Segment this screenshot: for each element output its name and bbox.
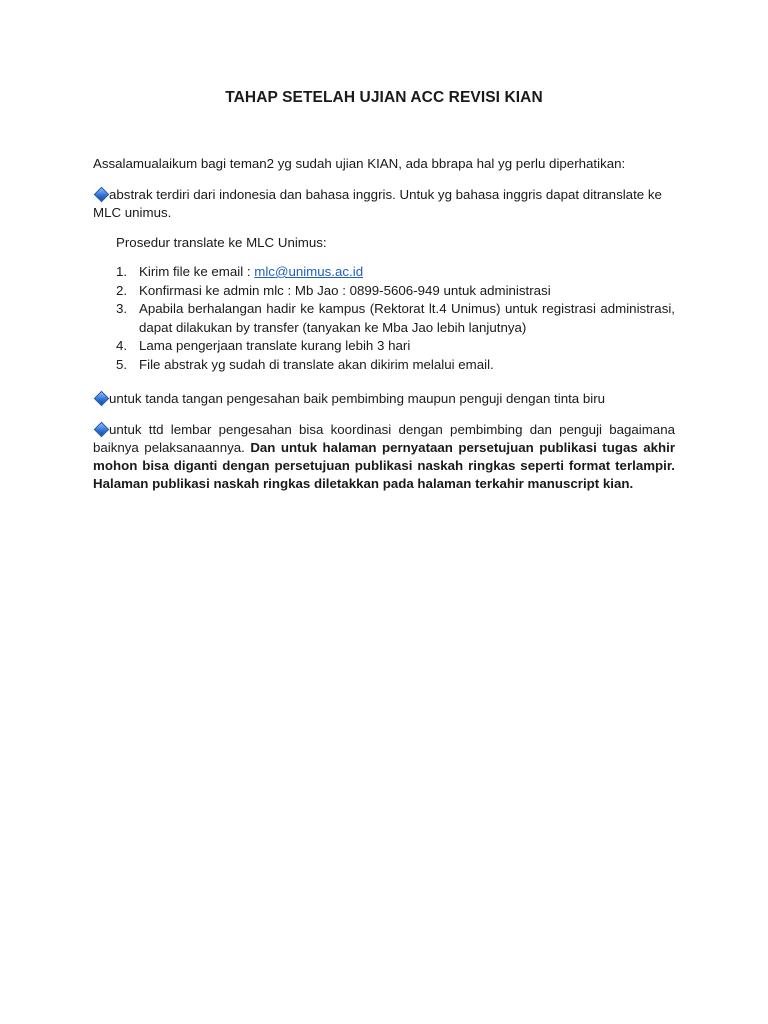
procedure-heading: Prosedur translate ke MLC Unimus:	[116, 235, 327, 250]
approval-text: untuk ttd lembar pengesahan bisa koordinasi dengan pembimbing dan penguji bagaimana baiknya pelaksanaannya.	[93, 422, 675, 455]
list-item	[116, 263, 675, 282]
step-text: Kirim file ke email :	[139, 264, 255, 279]
step-text: Konfirmasi ke admin mlc : Mb Jao : 0899-5606-949 untuk administrasi	[139, 282, 551, 298]
step-number: 5.	[116, 356, 128, 372]
blue-diamond-icon	[94, 187, 110, 203]
signature-paragraph	[93, 390, 675, 408]
step-text: File abstrak yg sudah di translate akan dikirim melalui email.	[139, 356, 494, 372]
abstract-paragraph	[93, 186, 675, 222]
step-number: 1.	[116, 264, 128, 279]
email-link[interactable]: mlc@unimus.ac.id	[254, 264, 364, 279]
document-title: TAHAP SETELAH UJIAN ACC REVISI KIAN	[225, 89, 543, 106]
blue-diamond-icon	[94, 391, 110, 407]
step-number: 4.	[116, 338, 128, 353]
abstract-text: abstrak terdiri dari indonesia dan bahasa inggris. Untuk yg bahasa inggris dapat ditranslate ke MLC unimus.	[93, 187, 662, 220]
step-text: Apabila berhalangan hadir ke kampus (Rektorat lt.4 Unimus) untuk registrasi administrasi, dapat dilakukan by transfer (tanyakan ke Mba Jao lebih lanjutnya)	[139, 301, 675, 335]
step-number: 3.	[116, 301, 128, 316]
list-item	[116, 300, 675, 337]
procedure-list	[116, 263, 675, 374]
blue-diamond-icon	[94, 422, 110, 438]
signature-text: untuk tanda tangan pengesahan baik pembimbing maupun penguji dengan tinta biru	[109, 391, 606, 406]
list-item	[116, 356, 675, 375]
list-item	[116, 337, 675, 356]
step-text: Lama pengerjaan translate kurang lebih 3 hari	[139, 338, 411, 353]
greeting-text: Assalamualaikum bagi teman2 yg sudah ujian KIAN, ada bbrapa hal yg perlu diperhatikan:	[93, 156, 626, 171]
approval-bold-text: Dan untuk halaman pernyataan persetujuan publikasi tugas akhir mohon bisa diganti dengan persetujuan publikasi naskah ringkas seperti format terlampir. Halaman publikasi naskah ringkas diletakkan pada halaman terkahir manuscript kian.	[93, 440, 676, 491]
list-item	[116, 282, 675, 301]
approval-paragraph	[93, 421, 675, 493]
step-number: 2.	[116, 282, 128, 298]
